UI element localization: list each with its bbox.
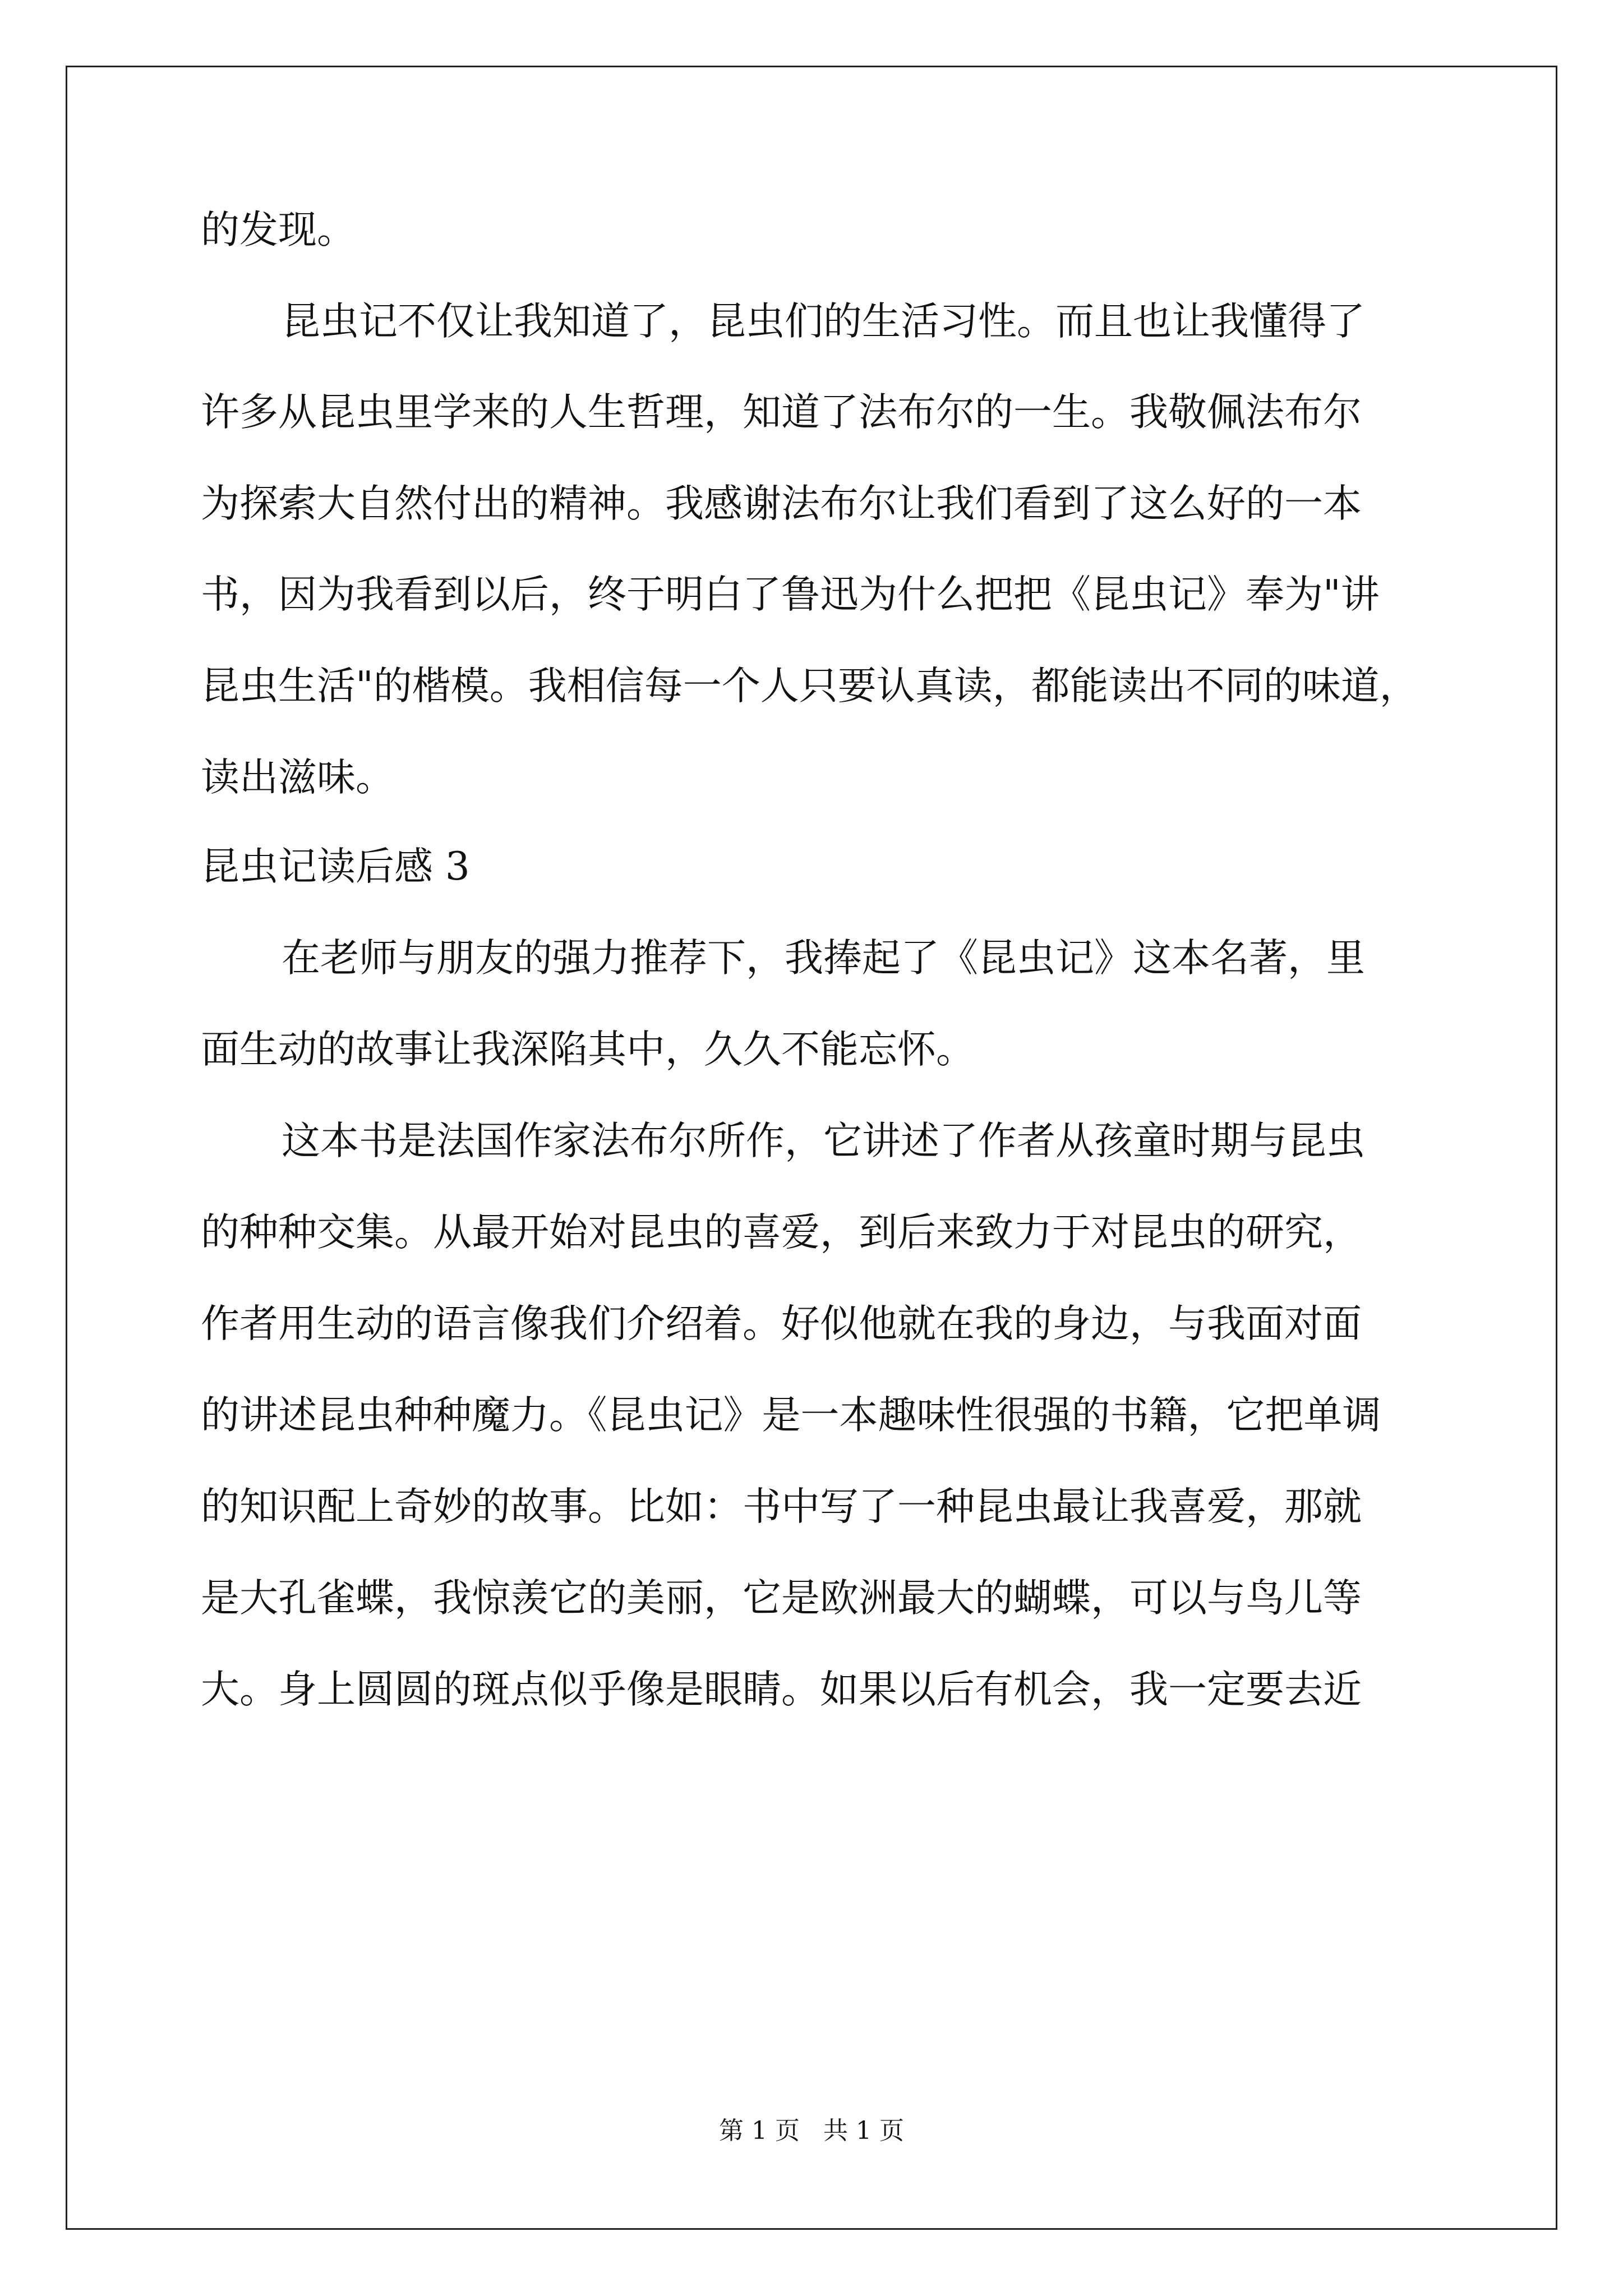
paragraph-line: 的讲述昆虫种种魔力。《昆虫记》是一本趣味性很强的书籍，它把单调 [201,1393,1381,1438]
section-heading: 昆虫记读后感 3 [201,844,470,889]
paragraph-line: 大。身上圆圆的斑点似乎像是眼睛。如果以后有机会，我一定要去近 [201,1667,1362,1712]
paragraph-line: 面生动的故事让我深陷其中，久久不能忘怀。 [201,1027,975,1072]
paragraph-line: 许多从昆虫里学来的人生哲理，知道了法布尔的一生。我敬佩法布尔 [201,390,1362,435]
paragraph-line: 书，因为我看到以后，终于明白了鲁迅为什么把把《昆虫记》奉为"讲 [201,572,1380,617]
page-number-footer: 第 1 页 共 1 页 [719,2116,904,2145]
paragraph-line: 作者用生动的语言像我们介绍着。好似他就在我的身边，与我面对面 [201,1301,1362,1346]
paragraph-line: 昆虫生活"的楷模。我相信每一个人只要认真读，都能读出不同的味道， [201,664,1418,708]
paragraph-line: 的发现。 [201,208,356,252]
paragraph-line: 的种种交集。从最开始对昆虫的喜爱，到后来致力于对昆虫的研究， [201,1210,1362,1255]
paragraph-line: 读出滋味。 [201,755,394,800]
paragraph-line: 的知识配上奇妙的故事。比如：书中写了一种昆虫最让我喜爱，那就 [201,1484,1362,1529]
paragraph-line: 在老师与朋友的强力推荐下，我捧起了《昆虫记》这本名著，里 [282,936,1365,981]
paragraph-line: 为探索大自然付出的精神。我感谢法布尔让我们看到了这么好的一本 [201,481,1362,526]
paragraph-line: 是大孔雀蝶，我惊羡它的美丽，它是欧洲最大的蝴蝶，可以与鸟儿等 [201,1576,1362,1621]
paragraph-line: 昆虫记不仅让我知道了，昆虫们的生活习性。而且也让我懂得了 [282,299,1365,344]
paragraph-line: 这本书是法国作家法布尔所作，它讲述了作者从孩童时期与昆虫 [282,1119,1365,1163]
